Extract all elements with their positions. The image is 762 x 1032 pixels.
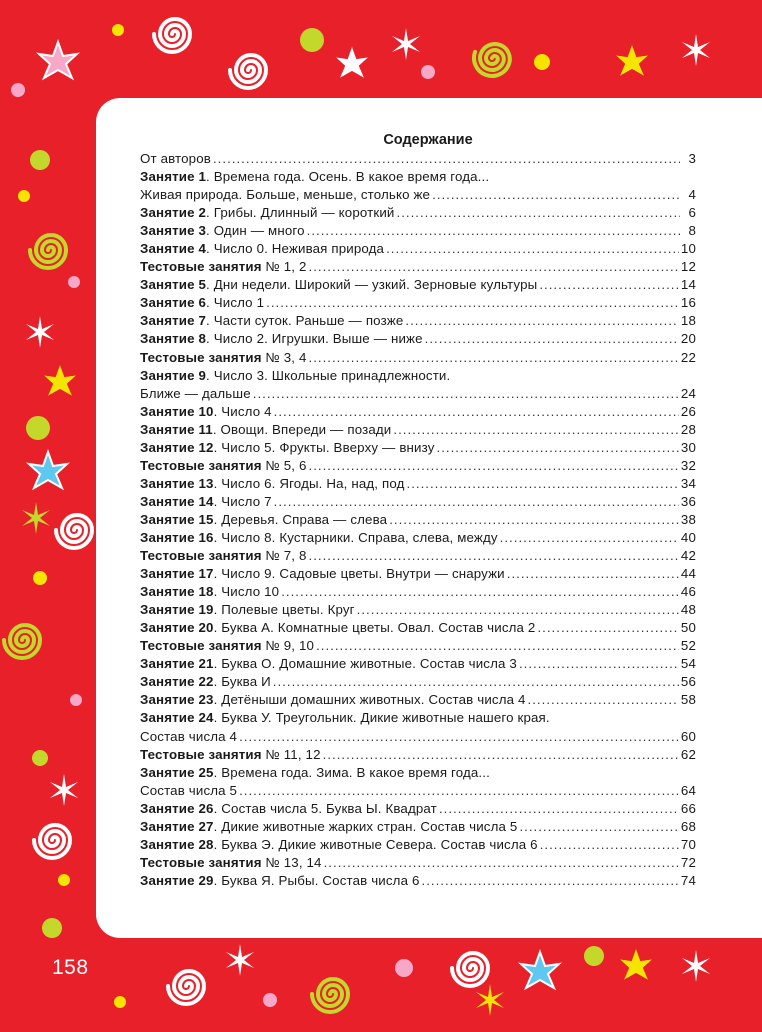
- toc-entry-lesson: Занятие 8: [140, 331, 207, 347]
- toc-entry-lesson: Тестовые занятия: [140, 746, 262, 762]
- star-icon: [613, 42, 651, 78]
- toc-entry-lesson: Занятие 23: [140, 692, 214, 708]
- toc-entry-page: 40: [680, 529, 696, 545]
- toc-entry-title: № 11, 12: [261, 746, 321, 762]
- dot-icon: [300, 28, 324, 52]
- toc-entry-lesson: Занятие 18: [140, 584, 214, 600]
- toc-entry-lesson: Тестовые занятия: [140, 457, 262, 473]
- dot-icon: [534, 54, 550, 70]
- dot-leader: [528, 691, 679, 709]
- toc-entry-page: 8: [688, 223, 696, 239]
- dot-icon: [11, 83, 25, 97]
- toc-entry-title: Ближе — дальше: [140, 385, 251, 401]
- toc-entry-text: [140, 276, 537, 294]
- star-icon: [39, 42, 77, 78]
- dot-leader: [439, 800, 679, 818]
- toc-entry: [140, 457, 696, 475]
- toc-entry-text: [140, 367, 450, 385]
- toc-entry-title: . Буква И: [213, 674, 271, 690]
- toc-entry-lesson: Занятие 28: [140, 836, 214, 852]
- dot-leader: [425, 330, 679, 348]
- toc-entry: [140, 222, 696, 240]
- dot-icon: [114, 996, 126, 1008]
- dot-leader: [540, 836, 679, 854]
- toc-entry-title: . Времена года. Зима. В какое время года...: [213, 764, 490, 780]
- toc-entry: [140, 836, 696, 854]
- dot-leader: [309, 457, 679, 475]
- toc-entry-page: 46: [680, 584, 696, 600]
- toc-entry: [140, 800, 696, 818]
- toc-entry-page: 44: [680, 566, 696, 582]
- dot-leader: [507, 565, 679, 583]
- dot-icon: [68, 276, 80, 288]
- toc-entry-page: 60: [680, 728, 696, 744]
- toc-entry-page: 16: [680, 295, 696, 311]
- toc-entry-text: [140, 439, 435, 457]
- dot-leader: [539, 276, 679, 294]
- toc-entry-text: [140, 493, 272, 511]
- dot-leader: [500, 529, 679, 547]
- dot-leader: [519, 655, 679, 673]
- toc-entry-title: . Число 4: [213, 403, 272, 419]
- dot-leader: [437, 439, 679, 457]
- sparkle-icon: [682, 34, 710, 66]
- toc-entry: [140, 637, 696, 655]
- toc-entry-page: 14: [680, 277, 696, 293]
- toc-entry-text: [140, 872, 420, 890]
- toc-entry-lesson: Занятие 9: [140, 367, 207, 383]
- toc-entry-text: [140, 204, 395, 222]
- toc-entry-title: . Буква Я. Рыбы. Состав числа 6: [213, 872, 420, 888]
- dot-icon: [18, 190, 30, 202]
- toc-entry-text: [140, 601, 355, 619]
- dot-leader: [432, 186, 680, 204]
- toc-entry-title: . Число 2. Игрушки. Выше — ниже: [206, 331, 423, 347]
- toc-entry: [140, 601, 696, 619]
- dot-leader: [239, 782, 679, 800]
- sparkle-icon: [26, 316, 54, 348]
- toc-entry-text: [140, 836, 538, 854]
- toc-entry-page: 68: [680, 818, 696, 834]
- toc-entry: [140, 294, 696, 312]
- toc-entry: [140, 565, 696, 583]
- toc-entry-page: 64: [680, 782, 696, 798]
- toc-entry-title: . Дни недели. Широкий — узкий. Зерновые культуры: [206, 277, 538, 293]
- toc-entry-text: [140, 258, 307, 276]
- toc-entry-lesson: Занятие 27: [140, 818, 214, 834]
- toc-entry-title: . Буква У. Треугольник. Дикие животные нашего края.: [213, 710, 550, 726]
- toc-entry: [140, 764, 696, 782]
- sparkle-icon: [392, 28, 420, 60]
- dot-leader: [519, 818, 678, 836]
- dot-leader: [393, 421, 679, 439]
- toc-entry-lesson: Тестовые занятия: [140, 638, 262, 654]
- dot-leader: [213, 150, 680, 168]
- toc-entry-page: 36: [680, 493, 696, 509]
- toc-entry-title: № 7, 8: [261, 548, 307, 564]
- toc-entry-page: 54: [680, 656, 696, 672]
- toc-entry-text: [140, 547, 307, 565]
- dot-leader: [422, 872, 679, 890]
- toc-entry-lesson: Занятие 22: [140, 674, 214, 690]
- toc-entry: [140, 312, 696, 330]
- star-icon: [333, 44, 371, 80]
- toc-entry-title: . Буква Э. Дикие животные Севера. Состав числа 6: [213, 836, 538, 852]
- toc-entry-title: Состав числа 5: [140, 782, 238, 798]
- toc-entry: [140, 421, 696, 439]
- toc-entry-text: [140, 312, 403, 330]
- toc-entry-title: . Один — много: [206, 223, 305, 239]
- toc-entry-title: . Полевые цветы. Круг: [213, 602, 355, 618]
- toc-entry-text: [140, 728, 237, 746]
- dot-icon: [584, 946, 604, 966]
- toc-entry-lesson: Занятие 5: [140, 277, 207, 293]
- dot-leader: [239, 728, 679, 746]
- sparkle-icon: [682, 950, 710, 982]
- toc-entry: [140, 276, 696, 294]
- dot-icon: [30, 150, 50, 170]
- toc-entry: [140, 367, 696, 385]
- toc-entry: [140, 511, 696, 529]
- toc-entry: [140, 349, 696, 367]
- toc-entry-text: [140, 421, 391, 439]
- toc-entry-page: 20: [680, 331, 696, 347]
- toc-entry-lesson: Занятие 10: [140, 403, 214, 419]
- toc-entry-page: 66: [680, 800, 696, 816]
- toc-entry-lesson: Занятие 16: [140, 529, 214, 545]
- toc-entry-text: [140, 746, 321, 764]
- toc-entry-title: . Число 9. Садовые цветы. Внутри — снаружи: [213, 566, 505, 582]
- toc-entry-title: . Число 8. Кустарники. Справа, слева, между: [213, 529, 498, 545]
- dot-leader: [309, 349, 679, 367]
- spiral-icon: [154, 19, 190, 52]
- toc-entry-title: № 5, 6: [261, 457, 307, 473]
- dot-leader: [357, 601, 679, 619]
- toc-entry-text: [140, 637, 314, 655]
- dot-icon: [395, 959, 413, 977]
- toc-entry-text: [140, 168, 489, 186]
- toc-entry: [140, 583, 696, 601]
- dot-leader: [397, 204, 681, 222]
- toc-entry-page: 18: [680, 313, 696, 329]
- toc-entry-page: 42: [680, 548, 696, 564]
- toc-entry-title: № 1, 2: [261, 259, 307, 275]
- toc-entry-page: 62: [680, 746, 696, 762]
- toc-entry-page: 50: [680, 620, 696, 636]
- toc-entry-title: . Деревья. Справа — слева: [213, 511, 388, 527]
- dot-leader: [253, 385, 679, 403]
- toc-entry-lesson: Занятие 15: [140, 511, 214, 527]
- toc-entry-text: [140, 655, 517, 673]
- toc-entry-text: [140, 186, 430, 204]
- toc-entry-title: Состав числа 4: [140, 728, 238, 744]
- toc-entry: [140, 240, 696, 258]
- dot-leader: [309, 258, 679, 276]
- toc-entry-title: . Овощи. Впереди — позади: [212, 421, 392, 437]
- toc-entry-page: 48: [680, 602, 696, 618]
- dot-leader: [405, 312, 678, 330]
- toc-entry-page: 38: [680, 511, 696, 527]
- toc-entry: [140, 746, 696, 764]
- toc-entry-text: [140, 818, 517, 836]
- spiral-icon: [469, 38, 514, 81]
- toc-entry-page: 32: [680, 457, 696, 473]
- dot-leader: [307, 222, 680, 240]
- toc-entry-text: [140, 511, 387, 529]
- spiral-icon: [4, 625, 40, 658]
- dot-icon: [263, 993, 277, 1007]
- sparkle-icon: [226, 944, 254, 976]
- toc-entry-page: 12: [680, 259, 696, 275]
- toc-entry-title: . Времена года. Осень. В какое время года...: [206, 169, 490, 185]
- dot-icon: [421, 65, 435, 79]
- dot-leader: [281, 583, 679, 601]
- toc-entry-text: [140, 583, 279, 601]
- dot-icon: [33, 571, 47, 585]
- toc-entry-lesson: Занятие 2: [140, 205, 207, 221]
- toc-entry-lesson: Тестовые занятия: [140, 548, 262, 564]
- toc-entry: [140, 258, 696, 276]
- toc-entry-title: . Число 0. Неживая природа: [206, 241, 385, 257]
- toc-entry-page: 56: [680, 674, 696, 690]
- dot-leader: [324, 854, 679, 872]
- toc-entry-text: [140, 294, 264, 312]
- toc-entry-text: [140, 691, 526, 709]
- toc-entry-text: [140, 385, 251, 403]
- toc-entry-lesson: Занятие 25: [140, 764, 214, 780]
- toc-entry-lesson: Занятие 4: [140, 241, 207, 257]
- toc-list: [140, 150, 696, 890]
- toc-entry: [140, 691, 696, 709]
- toc-entry-lesson: Занятие 17: [140, 566, 214, 582]
- toc-entry-lesson: Занятие 19: [140, 602, 214, 618]
- toc-entry-lesson: Занятие 14: [140, 493, 214, 509]
- toc-entry-lesson: Занятие 29: [140, 872, 214, 888]
- toc-entry-page: 58: [680, 692, 696, 708]
- toc-entry-title: . Грибы. Длинный — короткий: [206, 205, 395, 221]
- page-number: 158: [52, 956, 89, 979]
- sparkle-icon: [476, 984, 504, 1016]
- toc-entry-page: 74: [680, 872, 696, 888]
- toc-entry: [140, 204, 696, 222]
- toc-entry: [140, 655, 696, 673]
- toc-entry-text: [140, 330, 423, 348]
- star-icon: [521, 952, 559, 988]
- toc-entry-lesson: Занятие 1: [140, 169, 207, 185]
- toc-entry: [140, 385, 696, 403]
- toc-entry-text: [140, 673, 271, 691]
- toc-entry-text: [140, 403, 272, 421]
- toc-entry-text: [140, 222, 305, 240]
- sparkle-icon: [22, 502, 50, 534]
- toc-entry-lesson: Занятие 26: [140, 800, 214, 816]
- toc-entry: [140, 150, 696, 168]
- toc-entry-lesson: Тестовые занятия: [140, 349, 262, 365]
- spiral-icon: [230, 55, 266, 88]
- spiral-icon: [56, 515, 92, 548]
- dot-leader: [274, 493, 679, 511]
- toc-entry-title: . Части суток. Раньше — позже: [206, 313, 404, 329]
- toc-entry: [140, 872, 696, 890]
- toc-entry-title: . Дикие животные жарких стран. Состав числа 5: [213, 818, 518, 834]
- toc-entry-page: 24: [680, 385, 696, 401]
- dot-icon: [26, 416, 50, 440]
- toc-entry: [140, 493, 696, 511]
- toc-entry: [140, 854, 696, 872]
- toc-entry-text: [140, 529, 498, 547]
- dot-leader: [273, 673, 679, 691]
- toc-entry: [140, 330, 696, 348]
- spiral-icon: [30, 235, 66, 268]
- spiral-icon: [168, 971, 204, 1004]
- toc-entry-text: [140, 457, 307, 475]
- toc-entry-page: 4: [688, 187, 696, 203]
- toc-entry-text: [140, 619, 535, 637]
- toc-entry-text: [140, 709, 550, 727]
- toc-entry-page: 28: [680, 421, 696, 437]
- table-of-contents: [140, 130, 696, 890]
- toc-entry-text: [140, 565, 505, 583]
- toc-entry: [140, 186, 696, 204]
- dot-icon: [70, 694, 82, 706]
- spiral-icon: [452, 953, 488, 986]
- toc-entry-page: 26: [680, 403, 696, 419]
- toc-entry-text: [140, 854, 322, 872]
- dot-leader: [323, 746, 679, 764]
- sparkle-icon: [50, 774, 78, 806]
- dot-leader: [266, 294, 679, 312]
- toc-entry: [140, 818, 696, 836]
- toc-entry: [140, 529, 696, 547]
- toc-entry-page: 72: [680, 854, 696, 870]
- toc-entry-text: [140, 764, 490, 782]
- dot-leader: [316, 637, 679, 655]
- toc-entry-title: . Число 3. Школьные принадлежности.: [206, 367, 451, 383]
- toc-entry-title: . Число 5. Фрукты. Вверху — внизу: [213, 439, 435, 455]
- star-icon: [41, 362, 79, 398]
- toc-entry-lesson: Тестовые занятия: [140, 854, 262, 870]
- toc-entry-title: Живая природа. Больше, меньше, столько же: [140, 187, 431, 203]
- toc-entry-text: [140, 150, 211, 168]
- toc-entry-lesson: Занятие 7: [140, 313, 207, 329]
- toc-entry: [140, 403, 696, 421]
- toc-entry: [140, 547, 696, 565]
- toc-entry-lesson: Занятие 13: [140, 475, 214, 491]
- toc-entry: [140, 475, 696, 493]
- toc-entry-page: 34: [680, 475, 696, 491]
- dot-leader: [389, 511, 679, 529]
- toc-entry-lesson: Занятие 11: [140, 421, 213, 437]
- toc-entry-title: . Число 10: [213, 584, 280, 600]
- toc-entry: [140, 728, 696, 746]
- spiral-icon: [34, 825, 70, 858]
- toc-entry-lesson: Занятие 21: [140, 656, 214, 672]
- dot-icon: [112, 24, 124, 36]
- toc-title: Содержание: [383, 132, 473, 148]
- dot-leader: [407, 475, 679, 493]
- toc-entry-title: № 13, 14: [261, 854, 322, 870]
- toc-entry: [140, 168, 696, 186]
- toc-entry-lesson: Занятие 6: [140, 295, 207, 311]
- dot-icon: [32, 750, 48, 766]
- toc-entry: [140, 619, 696, 637]
- toc-entry-lesson: Занятие 12: [140, 439, 214, 455]
- toc-entry-title: . Состав числа 5. Буква Ы. Квадрат: [213, 800, 437, 816]
- toc-entry-lesson: Занятие 24: [140, 710, 214, 726]
- toc-entry-page: 30: [680, 439, 696, 455]
- toc-entry-lesson: Тестовые занятия: [140, 259, 262, 275]
- toc-entry-text: [140, 782, 237, 800]
- toc-entry-text: [140, 800, 437, 818]
- toc-entry-title: От авторов: [140, 151, 211, 166]
- dot-leader: [309, 547, 679, 565]
- toc-entry-lesson: Занятие 20: [140, 620, 214, 636]
- toc-entry-page: 10: [680, 241, 696, 257]
- star-icon: [29, 452, 67, 488]
- dot-leader: [537, 619, 678, 637]
- toc-entry-title: . Детёныши домашних животных. Состав числа 4: [213, 692, 526, 708]
- toc-entry-title: № 3, 4: [261, 349, 307, 365]
- toc-entry-title: . Буква О. Домашние животные. Состав числа 3: [213, 656, 517, 672]
- toc-entry-page: 6: [688, 205, 696, 221]
- toc-entry-text: [140, 240, 384, 258]
- toc-entry: [140, 673, 696, 691]
- star-icon: [617, 946, 655, 982]
- toc-entry-title: . Число 6. Ягоды. На, над, под: [213, 475, 405, 491]
- dot-icon: [58, 874, 70, 886]
- dot-leader: [386, 240, 679, 258]
- toc-entry: [140, 709, 696, 727]
- toc-entry-title: . Буква А. Комнатные цветы. Овал. Состав числа 2: [213, 620, 536, 636]
- toc-entry-page: 52: [680, 638, 696, 654]
- toc-entry-title: . Число 7: [213, 493, 272, 509]
- toc-entry: [140, 439, 696, 457]
- spiral-icon: [312, 979, 348, 1012]
- toc-entry-page: 22: [680, 349, 696, 365]
- toc-entry: [140, 782, 696, 800]
- toc-entry-lesson: Занятие 3: [140, 223, 207, 239]
- toc-entry-text: [140, 349, 307, 367]
- dot-icon: [42, 918, 62, 938]
- toc-entry-title: . Число 1: [206, 295, 265, 311]
- toc-entry-text: [140, 475, 405, 493]
- toc-entry-page: 70: [680, 836, 696, 852]
- dot-leader: [274, 403, 679, 421]
- toc-entry-page: 3: [688, 151, 696, 166]
- toc-entry-title: № 9, 10: [261, 638, 315, 654]
